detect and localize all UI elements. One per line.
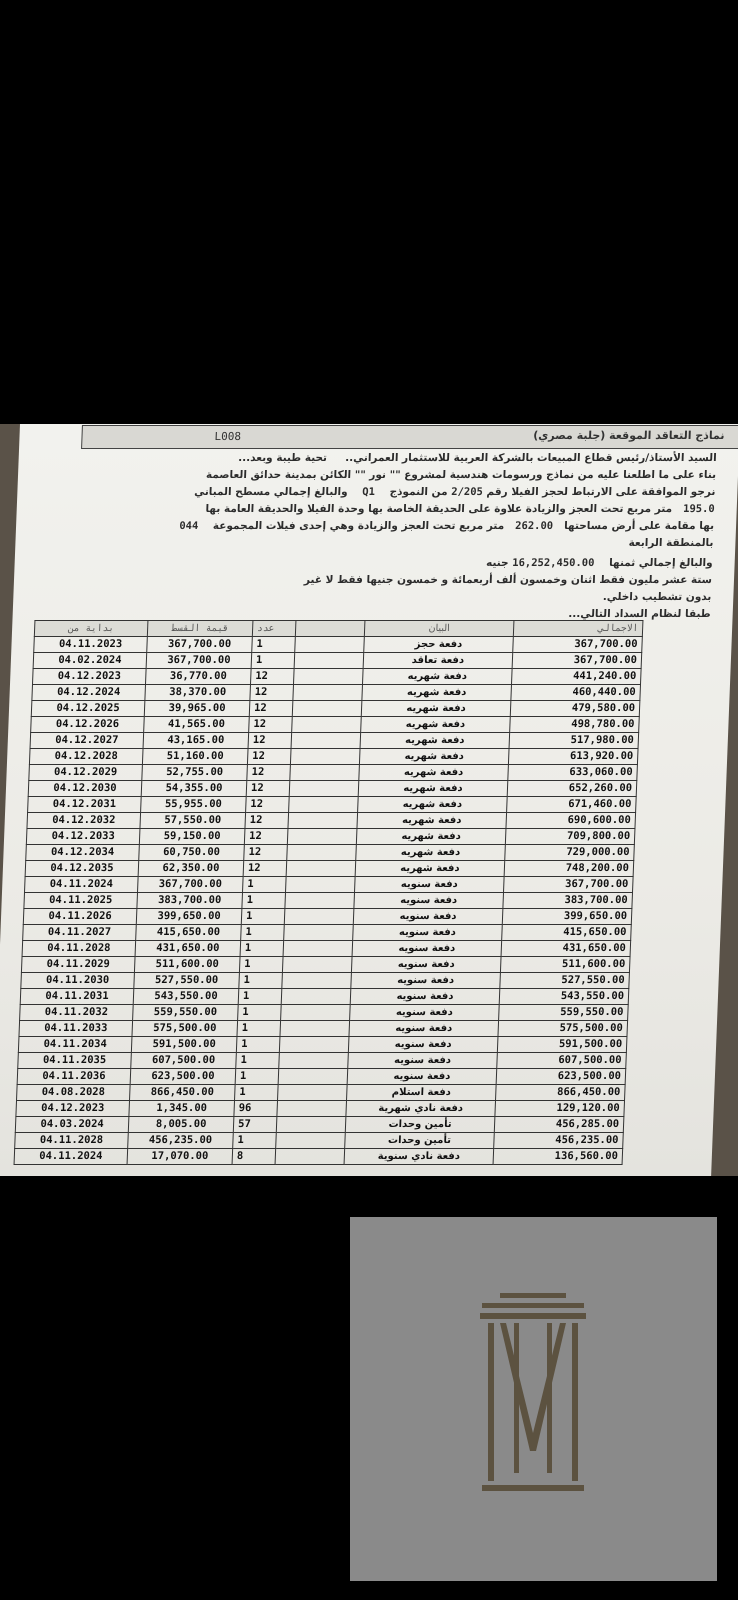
villa-unit-number: 2/205 (451, 486, 484, 498)
row-count: 1 (236, 1037, 280, 1053)
table-row (23, 925, 632, 941)
row-total: 652,260.00 (507, 781, 637, 797)
row-total: 511,600.00 (500, 957, 630, 973)
row-blank (283, 941, 353, 957)
row-count: 57 (233, 1117, 277, 1133)
row-blank (278, 1085, 348, 1101)
row-date: 04.12.2023 (16, 1101, 130, 1117)
row-description: دفعة استلام (347, 1085, 497, 1101)
header-description: البيان (364, 621, 514, 637)
row-description: دفعة شهريه (362, 685, 512, 701)
row-amount: 623,500.00 (130, 1069, 236, 1085)
row-date: 04.12.2025 (31, 701, 145, 717)
row-description: دفعة سنويه (353, 925, 503, 941)
row-date: 04.11.2028 (22, 941, 136, 957)
row-date: 04.11.2027 (23, 925, 137, 941)
row-description: دفعة سنويه (349, 1021, 499, 1037)
row-count: 1 (233, 1133, 277, 1149)
row-total: 460,440.00 (511, 685, 641, 701)
row-total: 367,700.00 (513, 637, 643, 653)
row-blank (285, 893, 355, 909)
row-blank (276, 1133, 346, 1149)
table-row (33, 653, 642, 669)
row-total: 748,200.00 (504, 861, 634, 877)
row-count: 12 (250, 669, 294, 685)
table-row (16, 1101, 625, 1117)
row-date: 04.08.2028 (17, 1085, 131, 1101)
row-date: 04.12.2035 (25, 861, 139, 877)
row-description: دفعة شهريه (358, 797, 508, 813)
row-amount: 431,650.00 (135, 941, 241, 957)
header-title: نماذج التعاقد الموقعة (جلبة مصري) (533, 429, 725, 442)
row-total: 441,240.00 (511, 669, 641, 685)
land-area: 262.00 (514, 520, 554, 532)
row-amount: 543,550.00 (133, 989, 239, 1005)
row-total: 607,500.00 (497, 1053, 627, 1069)
row-date: 04.11.2035 (18, 1053, 132, 1069)
row-date: 04.12.2034 (26, 845, 140, 861)
row-description: دفعة سنويه (348, 1037, 498, 1053)
header-count: عدد (252, 621, 296, 637)
header-date: بداية من (34, 621, 148, 637)
table-row (24, 893, 633, 909)
total-price: 16,252,450.00 (512, 557, 595, 569)
row-description: دفعة سنويه (352, 941, 502, 957)
row-blank (281, 1005, 351, 1021)
row-description: دفعة سنويه (353, 909, 503, 925)
table-row (21, 973, 630, 989)
row-amount: 55,955.00 (141, 797, 247, 813)
row-total: 456,235.00 (494, 1133, 624, 1149)
row-date: 04.11.2028 (15, 1133, 129, 1149)
row-date: 04.12.2024 (32, 685, 146, 701)
table-row (20, 989, 629, 1005)
row-count: 1 (238, 1005, 282, 1021)
row-blank (293, 669, 363, 685)
table-row (31, 701, 640, 717)
row-blank (289, 797, 359, 813)
row-total: 367,700.00 (512, 653, 642, 669)
row-description: دفعة شهريه (359, 749, 509, 765)
row-total: 671,460.00 (507, 797, 637, 813)
table-row (28, 781, 637, 797)
table-row (15, 1133, 624, 1149)
row-total: 559,550.00 (499, 1005, 629, 1021)
row-total: 129,120.00 (495, 1101, 625, 1117)
row-blank (282, 973, 352, 989)
row-blank (291, 733, 361, 749)
row-date: 04.03.2024 (15, 1117, 129, 1133)
row-amount: 415,650.00 (136, 925, 242, 941)
table-row (31, 717, 640, 733)
row-count: 1 (236, 1053, 280, 1069)
row-amount: 17,070.00 (127, 1149, 233, 1165)
row-amount: 367,700.00 (138, 877, 244, 893)
row-blank (287, 829, 357, 845)
row-count: 1 (243, 877, 287, 893)
row-count: 12 (245, 813, 289, 829)
table-row (17, 1085, 626, 1101)
row-date: 04.11.2025 (24, 893, 138, 909)
row-count: 1 (242, 893, 286, 909)
row-total: 613,920.00 (508, 749, 638, 765)
row-amount: 456,235.00 (128, 1133, 234, 1149)
row-amount: 38,370.00 (145, 685, 251, 701)
row-date: 04.12.2027 (30, 733, 144, 749)
table-row (28, 797, 637, 813)
row-total: 431,650.00 (501, 941, 631, 957)
row-amount: 367,700.00 (147, 637, 253, 653)
villa-line (194, 486, 716, 498)
row-description: دفعة سنويه (351, 973, 501, 989)
price-line (486, 557, 713, 569)
villa-model: Q1 (362, 486, 376, 498)
row-blank (276, 1117, 346, 1133)
row-description: دفعة حجز (364, 637, 514, 653)
row-amount: 559,550.00 (133, 1005, 239, 1021)
payment-system-line: طبقا لنظام السداد التالي... (568, 608, 711, 620)
row-count: 12 (244, 845, 288, 861)
row-date: 04.12.2028 (29, 749, 143, 765)
row-date: 04.12.2033 (26, 829, 140, 845)
row-description: دفعة سنويه (350, 1005, 500, 1021)
row-amount: 62,350.00 (138, 861, 244, 877)
row-total: 383,700.00 (503, 893, 633, 909)
row-blank (290, 765, 360, 781)
row-description: دفعة سنويه (350, 989, 500, 1005)
table-row (25, 861, 634, 877)
table-row (20, 1005, 629, 1021)
table-row (30, 733, 639, 749)
row-count: 1 (240, 941, 284, 957)
row-amount: 527,550.00 (134, 973, 240, 989)
row-count: 1 (252, 637, 296, 653)
row-count: 12 (248, 733, 292, 749)
table-row (29, 749, 638, 765)
row-total: 479,580.00 (510, 701, 640, 717)
table-row (23, 909, 632, 925)
header-code: L008 (214, 430, 242, 443)
row-total: 690,600.00 (506, 813, 636, 829)
row-count: 12 (243, 861, 287, 877)
row-date: 04.12.2029 (29, 765, 143, 781)
finishing-line: بدون تشطيب داخلي. (602, 591, 712, 603)
villa-text-b: من النموذج (389, 486, 448, 498)
row-date: 04.11.2029 (21, 957, 135, 973)
row-amount: 41,565.00 (144, 717, 250, 733)
table-row (34, 637, 643, 653)
row-amount: 607,500.00 (131, 1053, 237, 1069)
table-row (21, 957, 630, 973)
row-amount: 866,450.00 (130, 1085, 236, 1101)
row-blank (292, 717, 362, 733)
row-description: تأمين وحدات (345, 1133, 495, 1149)
row-blank (294, 653, 364, 669)
logo-panel (350, 1217, 717, 1581)
table-row (29, 765, 638, 781)
row-amount: 8,005.00 (128, 1117, 234, 1133)
row-amount: 511,600.00 (134, 957, 240, 973)
row-blank (289, 781, 359, 797)
price-text-a: والبالغ إجمالي ثمنها (608, 557, 713, 569)
row-count: 1 (251, 653, 295, 669)
row-count: 12 (249, 701, 293, 717)
row-blank (290, 749, 360, 765)
villa-text-c: والبالغ إجمالي مسطح المباني (193, 486, 348, 498)
row-count: 1 (239, 957, 283, 973)
row-blank (282, 957, 352, 973)
row-count: 12 (247, 765, 291, 781)
table-row (17, 1069, 626, 1085)
land-text-b: متر مربع تحت العجز والزيادة وهي إحدى فيلات المجموعة (212, 520, 505, 532)
row-total: 575,500.00 (498, 1021, 628, 1037)
row-blank (293, 685, 363, 701)
group-number: 044 (179, 520, 199, 532)
row-count: 12 (246, 781, 290, 797)
row-date: 04.12.2030 (28, 781, 142, 797)
row-total: 517,980.00 (509, 733, 639, 749)
table-row (26, 829, 635, 845)
row-count: 1 (238, 989, 282, 1005)
row-date: 04.12.2032 (27, 813, 141, 829)
greeting-line (238, 452, 717, 464)
row-total: 729,000.00 (505, 845, 635, 861)
row-description: دفعة شهريه (356, 829, 506, 845)
row-date: 04.11.2030 (21, 973, 135, 989)
project-line: بناء على ما اطلعنا عليه من نماذج ورسومات هندسية لمشروع "" نور "" الكائن بمدينة حدائق العاصمة (205, 469, 717, 481)
row-amount: 59,150.00 (139, 829, 245, 845)
row-description: دفعة نادي سنوية (344, 1149, 494, 1165)
row-description: دفعة شهريه (361, 701, 511, 717)
row-date: 04.11.2023 (34, 637, 148, 653)
row-blank (284, 925, 354, 941)
header-bar (81, 425, 738, 449)
row-count: 12 (249, 717, 293, 733)
row-description: دفعة شهريه (358, 781, 508, 797)
row-count: 1 (237, 1021, 281, 1037)
row-count: 1 (241, 925, 285, 941)
row-total: 367,700.00 (504, 877, 634, 893)
row-total: 623,500.00 (496, 1069, 626, 1085)
row-total: 415,650.00 (502, 925, 632, 941)
land-text-a: بها مقامة على أرض مساحتها (563, 520, 715, 532)
row-description: دفعة سنويه (347, 1069, 497, 1085)
row-count: 96 (234, 1101, 278, 1117)
row-blank (295, 637, 365, 653)
payment-schedule-table (14, 620, 644, 1165)
row-count: 12 (244, 829, 288, 845)
row-count: 12 (250, 685, 294, 701)
header-blank (295, 621, 365, 637)
row-date: 04.11.2032 (20, 1005, 134, 1021)
row-count: 12 (247, 749, 291, 765)
table-row (26, 845, 635, 861)
table-row (15, 1117, 624, 1133)
area-text: متر مربع تحت العجز والزيادة علاوة على الحديقة الخاصة بها وحدة الفيلا والحديقة العامة بها (205, 503, 673, 515)
row-blank (284, 909, 354, 925)
table-row (25, 877, 634, 893)
row-amount: 39,965.00 (144, 701, 250, 717)
row-blank (286, 861, 356, 877)
table-row (27, 813, 636, 829)
table-row (32, 669, 641, 685)
row-amount: 57,550.00 (140, 813, 246, 829)
row-description: دفعة شهريه (357, 813, 507, 829)
row-description: دفعة سنويه (348, 1053, 498, 1069)
row-date: 04.11.2026 (23, 909, 137, 925)
row-date: 04.11.2024 (25, 877, 139, 893)
table-row (32, 685, 641, 701)
row-amount: 383,700.00 (137, 893, 243, 909)
price-currency: جنيه (485, 557, 509, 569)
row-blank (280, 1021, 350, 1037)
greeting-recipient: السيد الأستاذ/رئيس قطاع المبيعات بالشركة العربية للاستثمار العمراني.. (345, 452, 717, 464)
row-total: 498,780.00 (510, 717, 640, 733)
greeting-salutation: تحية طيبة وبعد... (238, 452, 328, 464)
company-logo-icon (478, 1293, 588, 1503)
row-blank (286, 877, 356, 893)
row-date: 04.11.2031 (20, 989, 134, 1005)
row-amount: 367,700.00 (146, 653, 252, 669)
table-row (19, 1021, 628, 1037)
contract-sheet (0, 424, 738, 1176)
table-row (14, 1149, 623, 1165)
row-blank (275, 1149, 345, 1165)
row-total: 543,550.00 (499, 989, 629, 1005)
row-description: دفعة نادي شهرية (346, 1101, 496, 1117)
row-description: دفعة شهريه (359, 765, 509, 781)
table-row (22, 941, 631, 957)
row-date: 04.02.2024 (33, 653, 147, 669)
row-count: 1 (235, 1069, 279, 1085)
row-description: دفعة شهريه (361, 717, 511, 733)
table-row (18, 1053, 627, 1069)
row-blank (292, 701, 362, 717)
row-total: 456,285.00 (494, 1117, 624, 1133)
row-description: دفعة سنويه (355, 877, 505, 893)
header-amount: قيمة القسط (147, 621, 253, 637)
row-date: 04.11.2033 (19, 1021, 133, 1037)
row-total: 633,060.00 (508, 765, 638, 781)
row-amount: 52,755.00 (142, 765, 248, 781)
row-amount: 36,770.00 (145, 669, 251, 685)
row-date: 04.12.2026 (31, 717, 145, 733)
row-date: 04.12.2031 (28, 797, 142, 813)
row-amount: 1,345.00 (129, 1101, 235, 1117)
row-total: 866,450.00 (496, 1085, 626, 1101)
row-amount: 575,500.00 (132, 1021, 238, 1037)
row-blank (288, 813, 358, 829)
price-words-line: ستة عشر مليون فقط اثنان وخمسون ألف أربعمائة و خمسون جنيها فقط لا غير (303, 574, 713, 586)
row-total: 591,500.00 (497, 1037, 627, 1053)
row-amount: 591,500.00 (131, 1037, 237, 1053)
row-blank (277, 1101, 347, 1117)
row-total: 709,800.00 (505, 829, 635, 845)
row-blank (281, 989, 351, 1005)
row-total: 399,650.00 (502, 909, 632, 925)
row-date: 04.11.2024 (14, 1149, 128, 1165)
row-count: 1 (235, 1085, 279, 1101)
row-blank (278, 1069, 348, 1085)
table-header-row (34, 621, 643, 637)
row-description: تأمين وحدات (345, 1117, 495, 1133)
land-line (179, 520, 714, 532)
row-amount: 54,355.00 (141, 781, 247, 797)
zone-line: بالمنطقة الرابعة (628, 537, 714, 549)
row-amount: 43,165.00 (143, 733, 249, 749)
row-blank (287, 845, 357, 861)
row-total: 136,560.00 (493, 1149, 623, 1165)
row-count: 1 (241, 909, 285, 925)
row-date: 04.11.2034 (18, 1037, 132, 1053)
row-count: 1 (239, 973, 283, 989)
row-count: 12 (246, 797, 290, 813)
header-total: الاجمالي (513, 621, 643, 637)
row-description: دفعة شهريه (355, 861, 505, 877)
row-amount: 51,160.00 (142, 749, 248, 765)
row-description: دفعة تعاقد (363, 653, 513, 669)
row-description: دفعة شهريه (360, 733, 510, 749)
document-photo (0, 424, 738, 1176)
row-description: دفعة سنويه (351, 957, 501, 973)
row-amount: 399,650.00 (136, 909, 242, 925)
building-area: 195.0 (682, 503, 715, 515)
row-date: 04.11.2036 (17, 1069, 131, 1085)
row-description: دفعة شهريه (362, 669, 512, 685)
row-count: 8 (232, 1149, 276, 1165)
area-line (205, 503, 715, 515)
row-total: 527,550.00 (500, 973, 630, 989)
table-row (18, 1037, 627, 1053)
row-date: 04.12.2023 (32, 669, 146, 685)
row-description: دفعة شهريه (356, 845, 506, 861)
row-amount: 60,750.00 (139, 845, 245, 861)
row-blank (279, 1053, 349, 1069)
row-blank (279, 1037, 349, 1053)
villa-text-a: نرجو الموافقة على الارتباط لحجز الفيلا رقم (486, 486, 716, 498)
row-description: دفعة سنويه (354, 893, 504, 909)
